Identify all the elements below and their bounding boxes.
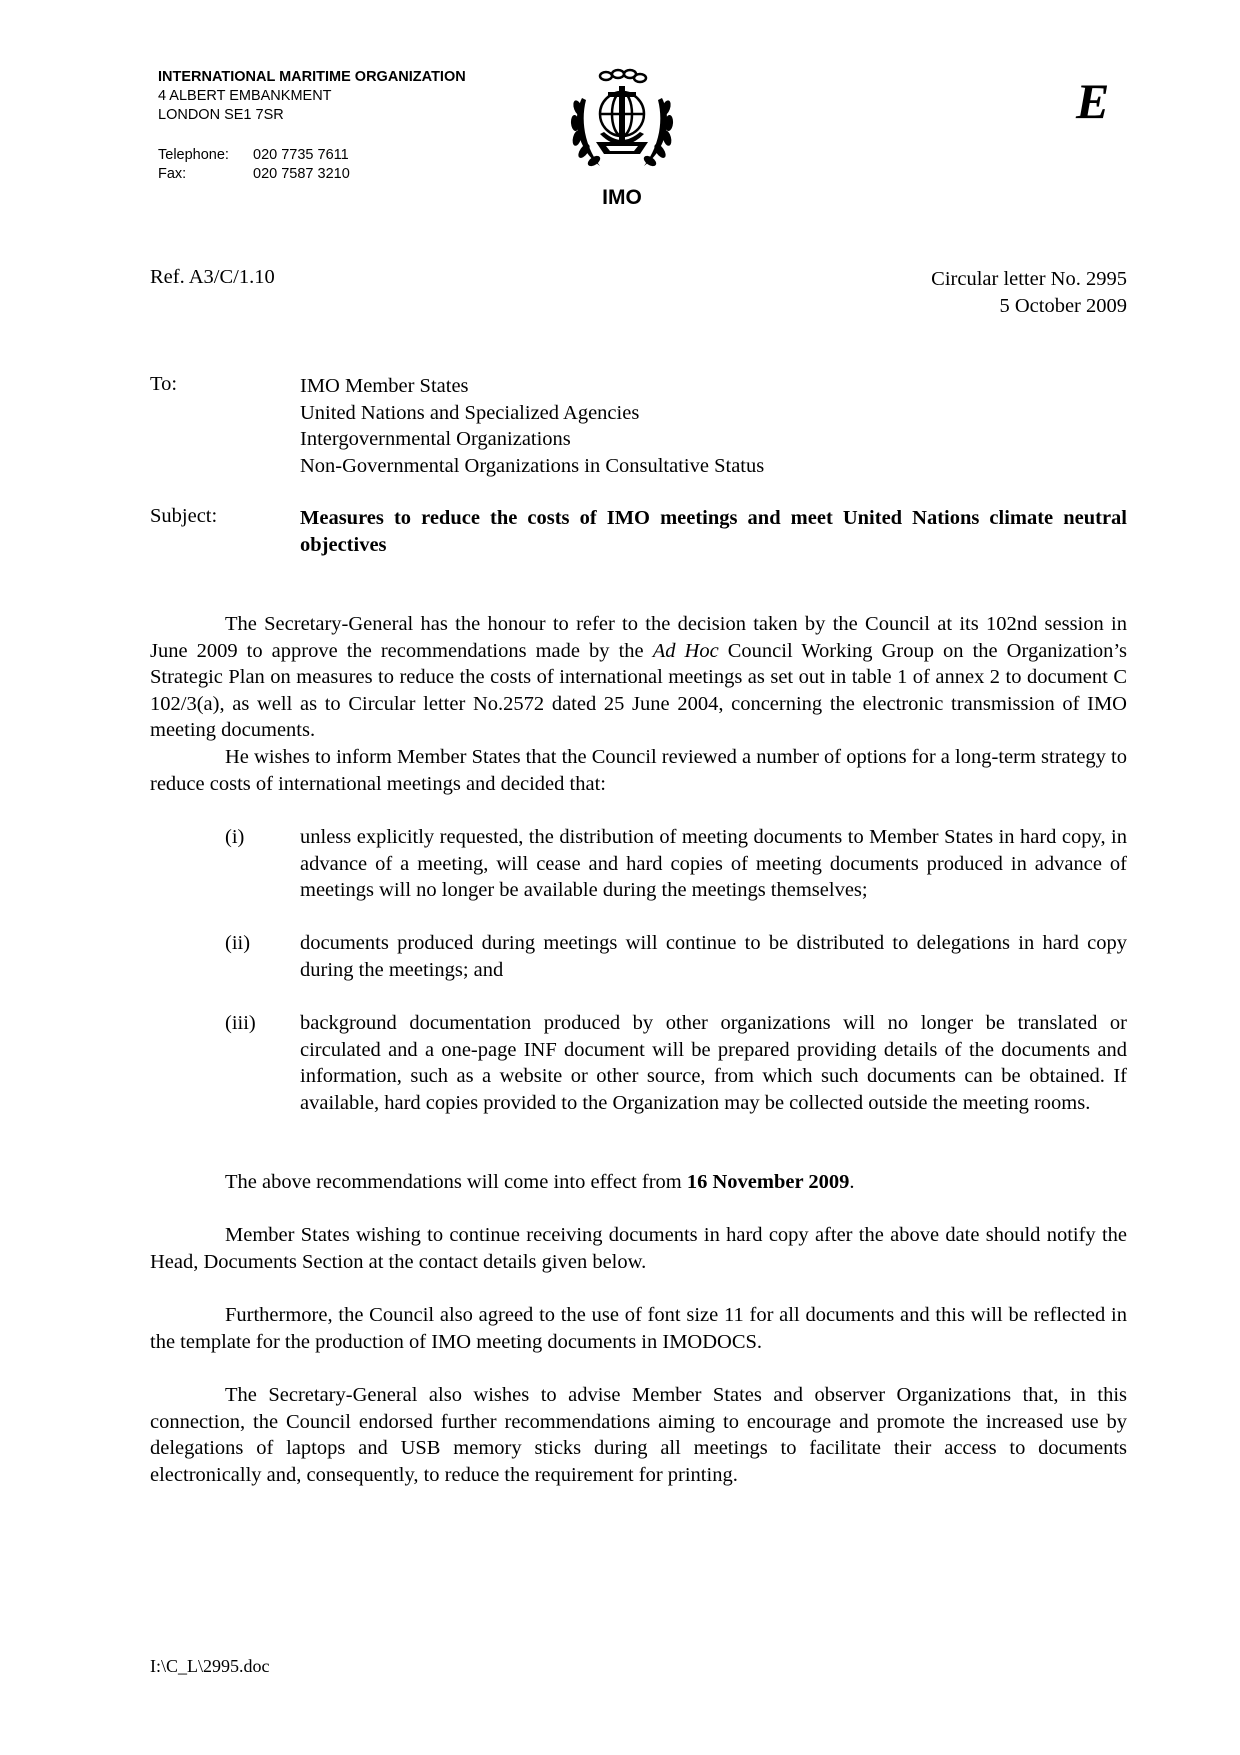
- fax-label: Fax:: [158, 166, 187, 182]
- letter-date: 5 October 2009: [999, 295, 1127, 317]
- subject-label: Subject:: [150, 505, 218, 527]
- file-path-footer: I:\C_L\2995.doc: [150, 1656, 270, 1676]
- list-item-text: background documentation produced by other organizations will no longer be translated or circulated and a one-page INF document will be prepared providing details of the documents and information, such as a website or other source, from which such documents can be obtained. If available, hard copies provided to the Organization may be collected outside the meeting rooms.: [300, 1012, 1127, 1114]
- telephone-label: Telephone:: [158, 147, 229, 163]
- effective-date: 16 November 2009: [686, 1171, 850, 1193]
- paragraph-2-text: He wishes to inform Member States that the Council reviewed a number of options for a long-term strategy to reduce costs of international meetings and decided that:: [150, 746, 1127, 795]
- subject-text: Measures to reduce the costs of IMO meetings and meet United Nations climate neutral objectives: [300, 507, 1127, 556]
- address-line-2: LONDON SE1 7SR: [158, 107, 284, 123]
- circular-letter-number: Circular letter No. 2995: [931, 268, 1127, 290]
- list-item: [150, 1010, 1127, 1116]
- paragraph-6: [150, 1382, 1127, 1488]
- circular-info: [931, 266, 1127, 320]
- list-item-number: (i): [225, 826, 245, 848]
- list-item-text: unless explicitly requested, the distribution of meeting documents to Member States in hard copy, in advance of a meeting, will cease and hard copies of meeting documents produced in advance of meetings will no longer be available during the meetings themselves;: [300, 826, 1127, 901]
- paragraph-4-text: Member States wishing to continue receiving documents in hard copy after the above date should notify the Head, Documents Section at the contact details given below.: [150, 1224, 1127, 1273]
- paragraph-3: [150, 1169, 1127, 1196]
- address-line-1: 4 ALBERT EMBANKMENT: [158, 88, 332, 104]
- paragraph-3-text-b: .: [849, 1171, 855, 1193]
- paragraph-2: [150, 744, 1127, 797]
- paragraph-1: [150, 611, 1127, 744]
- paragraph-5-text: Furthermore, the Council also agreed to the use of font size 11 for all documents and this will be reflected in the template for the production of IMO meeting documents in IMODOCS.: [150, 1304, 1127, 1353]
- paragraph-4: [150, 1222, 1127, 1275]
- imo-logo-text: IMO: [602, 186, 642, 209]
- imo-emblem-icon: [562, 68, 682, 178]
- contact-block: [158, 146, 350, 184]
- paragraph-5: [150, 1302, 1127, 1355]
- paragraph-1-text-a: The Secretary-General has the honour to refer to the decision taken by the Council at its 102nd session in June 2009 to approve the recommendations made by the: [150, 613, 1127, 662]
- reference-number: Ref. A3/C/1.10: [150, 266, 275, 288]
- list-item-number: (ii): [225, 932, 251, 954]
- list-item: [150, 824, 1127, 904]
- telephone-row: [158, 146, 350, 165]
- recipient-item: Non-Governmental Organizations in Consultative Status: [300, 454, 765, 477]
- list-item-number: (iii): [225, 1012, 256, 1034]
- telephone-number: 020 7735 7611: [253, 147, 349, 163]
- paragraph-6-text: The Secretary-General also wishes to advise Member States and observer Organizations that, in this connection, the Council endorsed further recommendations aiming to encourage and promote the increased use by delegations of laptops and USB memory sticks during all meetings to facilitate their access to documents electronically and, consequently, to reduce the requirement for printing.: [150, 1384, 1127, 1486]
- to-label: To:: [150, 373, 178, 395]
- list-item-text: documents produced during meetings will continue to be distributed to delegations in hard copy during the meetings; and: [300, 932, 1127, 981]
- paragraph-1-text-b: Council Working Group on the Organization’s Strategic Plan on measures to reduce the costs of international meetings as set out in table 1 of annex 2 to document C 102/3(a), as well as to Circular letter No.2572 dated 25 June 2004, concerning the electronic transmission of IMO meeting documents.: [150, 639, 1127, 741]
- recipient-item: United Nations and Specialized Agencies: [300, 401, 640, 424]
- paragraph-1-italic: Ad Hoc: [652, 639, 719, 662]
- paragraph-3-text-a: The above recommendations will come into effect from: [225, 1171, 687, 1193]
- recipient-item: IMO Member States: [300, 375, 469, 397]
- org-address-block: [158, 68, 466, 125]
- org-name: INTERNATIONAL MARITIME ORGANIZATION: [158, 69, 466, 85]
- list-item: [150, 930, 1127, 983]
- recipient-item: Intergovernmental Organizations: [300, 428, 571, 450]
- recipient-list: [300, 373, 764, 479]
- fax-number: 020 7587 3210: [253, 166, 350, 182]
- fax-row: [158, 165, 350, 184]
- language-code: E: [1076, 73, 1110, 129]
